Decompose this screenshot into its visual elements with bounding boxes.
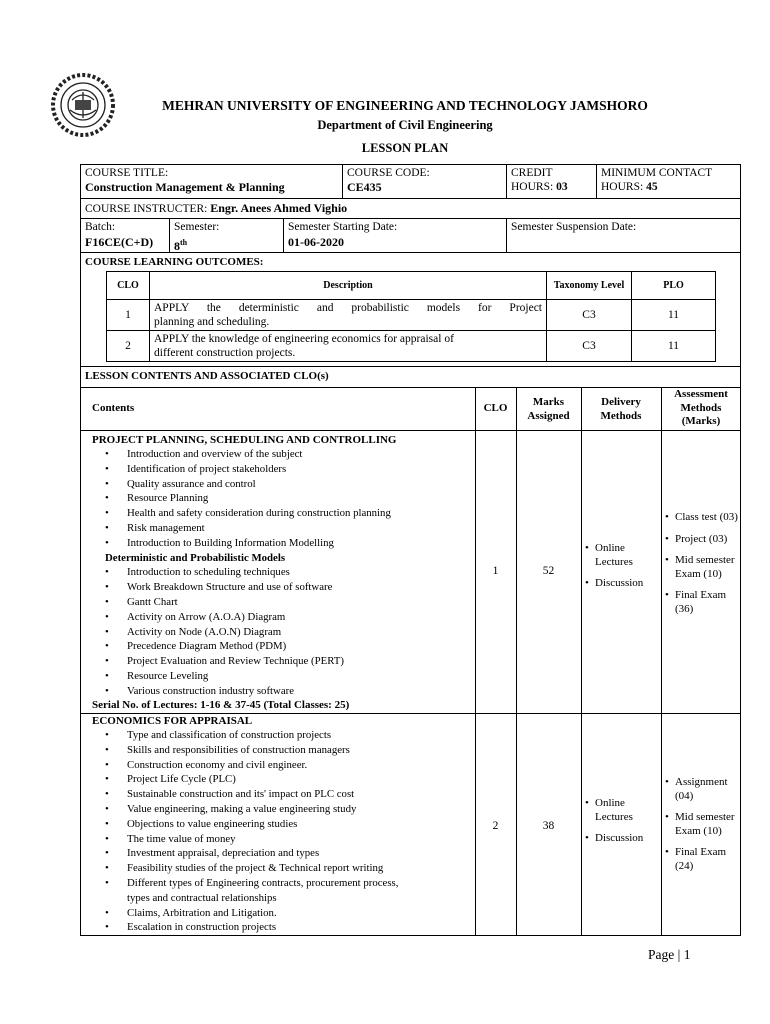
document-title: LESSON PLAN — [361, 141, 449, 155]
topic-item: • Type and classification of construction projects — [81, 728, 475, 743]
section-1-subtitle: Deterministic and Probabilistic Models — [105, 551, 286, 564]
clo-number: 1 — [107, 300, 150, 331]
clo-row — [107, 331, 716, 362]
min-contact-label: MINIMUM CONTACT — [601, 167, 713, 179]
topic-item: types and contractual relationships — [127, 891, 277, 904]
semester-label: Semester: — [174, 221, 220, 233]
topic-item: • Investment appraisal, depreciation and types — [81, 846, 475, 861]
credit-hours-label: HOURS: — [511, 181, 554, 193]
delivery-col-header: Delivery Methods — [600, 396, 642, 422]
topic-item: • Resource Leveling — [81, 669, 475, 684]
section-2-delivery — [581, 797, 661, 854]
topic-item: • Introduction and overview of the subject — [81, 447, 475, 462]
section-1-delivery — [581, 542, 661, 599]
assessment-method: • Assignment (04) — [661, 776, 741, 803]
section-1-topics-a — [81, 447, 475, 551]
suspension-date-label: Semester Suspension Date: — [511, 221, 637, 233]
delivery-method: • Discussion — [581, 577, 661, 591]
section-1-contents — [81, 433, 475, 712]
topic-item: • Activity on Node (A.O.N) Diagram — [81, 625, 475, 640]
clo-plo: 11 — [632, 300, 716, 331]
start-date: 01-06-2020 — [288, 235, 344, 249]
course-code: CE435 — [347, 180, 382, 194]
topic-item: • Different types of Engineering contracts, procurement process, — [81, 876, 475, 891]
assessment-method: • Class test (03) — [661, 511, 741, 525]
topic-item: • Resource Planning — [81, 491, 475, 506]
topic-item: • Project Evaluation and Review Technique (PERT) — [81, 654, 475, 669]
delivery-method: • Online Lectures — [581, 797, 661, 824]
assessment-col-header: Assessment Methods (Marks) — [674, 388, 728, 427]
clo-col-header: CLO — [107, 272, 150, 300]
topic-item: • Various construction industry software — [81, 684, 475, 699]
assessment-method: • Mid semester Exam (10) — [661, 554, 741, 581]
delivery-method: • Online Lectures — [581, 542, 661, 569]
credit-label: CREDIT — [511, 167, 553, 179]
clo-row — [107, 300, 716, 331]
section-1-serial: Serial No. of Lectures: 1-16 & 37-45 (Total Classes: 25) — [92, 698, 350, 711]
course-title-label: COURSE TITLE: — [85, 167, 169, 179]
topic-item: • Feasibility studies of the project & Technical report writing — [81, 861, 475, 876]
section-1-topics-b — [81, 565, 475, 698]
topic-item: • The time value of money — [81, 832, 475, 847]
plo-col-header: PLO — [632, 272, 716, 300]
topic-item: • Skills and responsibilities of construction managers — [81, 743, 475, 758]
topic-item: • Work Breakdown Structure and use of software — [81, 580, 475, 595]
contact-hours-label: HOURS: — [601, 181, 644, 193]
topic-item: • Sustainable construction and its' impact on PLC cost — [81, 787, 475, 802]
section-1-marks: 52 — [542, 565, 555, 577]
section-2-topics — [81, 728, 475, 935]
section-2-assessment — [661, 776, 741, 881]
lesson-clo-col-header: CLO — [483, 402, 508, 414]
batch-label: Batch: — [85, 221, 116, 233]
topic-item: • Escalation in construction projects — [81, 920, 475, 935]
marks-col-header: Marks Assigned — [527, 396, 570, 422]
semester-suffix: th — [180, 238, 188, 247]
topic-item: • Identification of project stakeholders — [81, 462, 475, 477]
semester-value: 8 — [174, 239, 180, 253]
topic-item: • Project Life Cycle (PLC) — [81, 772, 475, 787]
section-2-marks: 38 — [542, 820, 555, 832]
lesson-heading: LESSON CONTENTS AND ASSOCIATED CLO(s) — [85, 370, 329, 382]
section-1-assessment — [661, 511, 741, 624]
topic-item: • Claims, Arbitration and Litigation. — [81, 906, 475, 921]
taxonomy-col-header: Taxonomy Level — [547, 272, 632, 300]
topic-item: • Quality assurance and control — [81, 477, 475, 492]
section-2-contents — [81, 714, 475, 935]
section-1-clo: 1 — [492, 565, 499, 577]
clo-taxonomy-level: C3 — [547, 331, 632, 362]
topic-item: • Health and safety consideration during construction planning — [81, 506, 475, 521]
topic-item: • Precedence Diagram Method (PDM) — [81, 639, 475, 654]
topic-item: • Value engineering, making a value engineering study — [81, 802, 475, 817]
topic-item: • Introduction to Building Information Modelling — [81, 536, 475, 551]
assessment-method: • Final Exam (24) — [661, 846, 741, 873]
course-title: Construction Management & Planning — [85, 180, 285, 194]
clo-table — [106, 271, 716, 362]
clo-heading: COURSE LEARNING OUTCOMES: — [85, 256, 264, 268]
assessment-method: • Mid semester Exam (10) — [661, 811, 741, 838]
clo-number: 2 — [107, 331, 150, 362]
clo-description: APPLY the knowledge of engineering economics for appraisal of different construction projects. — [150, 331, 547, 362]
contents-col-header: Contents — [92, 402, 135, 414]
contact-hours: 45 — [646, 181, 658, 193]
assessment-method: • Project (03) — [661, 533, 741, 547]
delivery-method: • Discussion — [581, 832, 661, 846]
batch-value: F16CE(C+D) — [85, 235, 154, 249]
topic-item: • Activity on Arrow (A.O.A) Diagram — [81, 610, 475, 625]
assessment-method: • Final Exam (36) — [661, 589, 741, 616]
lesson-plan-table — [80, 164, 741, 936]
description-col-header: Description — [150, 272, 547, 300]
section-2-title: ECONOMICS FOR APPRAISAL — [92, 715, 253, 727]
topic-item: • Risk management — [81, 521, 475, 536]
instructor-label: COURSE INSTRUCTER: — [85, 203, 208, 215]
topic-item: • Gantt Chart — [81, 595, 475, 610]
page-number: Page | 1 — [648, 947, 691, 962]
instructor-name: Engr. Anees Ahmed Vighio — [210, 201, 348, 215]
clo-description: APPLY the deterministic and probabilistic models for Project planning and scheduling. — [150, 300, 547, 331]
course-code-label: COURSE CODE: — [347, 167, 430, 179]
clo-plo: 11 — [632, 331, 716, 362]
topic-item: • Objections to value engineering studies — [81, 817, 475, 832]
department-name: Department of Civil Engineering — [317, 118, 493, 132]
start-date-label: Semester Starting Date: — [288, 221, 398, 233]
topic-item: • Introduction to scheduling techniques — [81, 565, 475, 580]
section-1-title: PROJECT PLANNING, SCHEDULING AND CONTROLLING — [92, 434, 397, 446]
credit-hours: 03 — [556, 181, 568, 193]
university-name: MEHRAN UNIVERSITY OF ENGINEERING AND TECHNOLOGY JAMSHORO — [162, 98, 648, 113]
clo-taxonomy-level: C3 — [547, 300, 632, 331]
topic-item: • Construction economy and civil engineer. — [81, 758, 475, 773]
section-2-clo: 2 — [492, 820, 499, 832]
